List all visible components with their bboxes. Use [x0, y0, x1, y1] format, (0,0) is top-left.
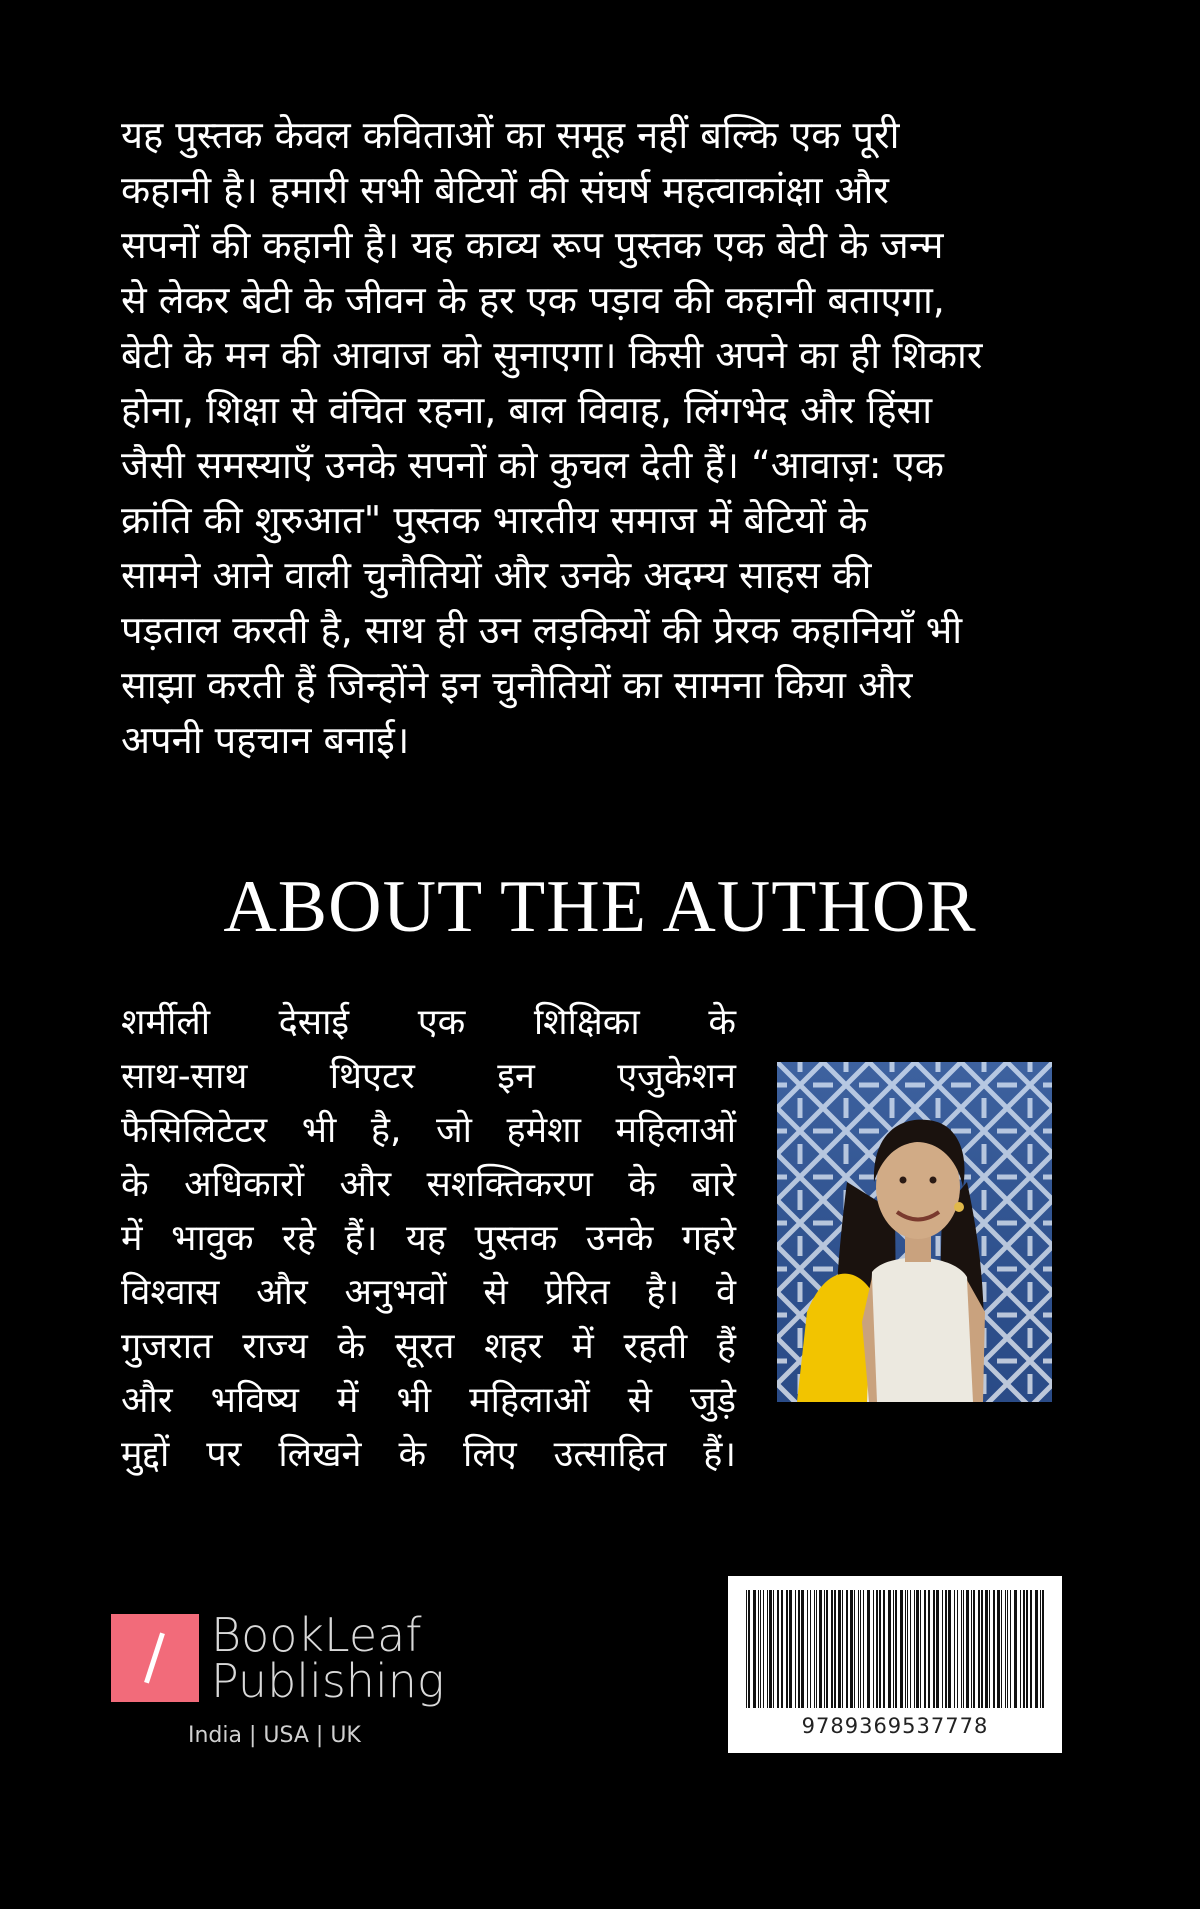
bio-line: फैसिलिटेटर भी है, जो हमेशा महिलाओं — [121, 1110, 736, 1151]
barcode-bar — [942, 1590, 943, 1708]
barcode-bar — [1042, 1590, 1044, 1708]
barcode-bar — [873, 1590, 874, 1708]
barcode-bar — [786, 1590, 788, 1708]
barcode-bar — [910, 1590, 911, 1708]
barcode-bar — [973, 1590, 975, 1708]
barcode-bar — [763, 1590, 764, 1708]
barcode-bar — [985, 1590, 988, 1708]
barcode-bar — [773, 1590, 774, 1708]
barcode-bar — [795, 1590, 796, 1708]
barcode-bar — [863, 1590, 864, 1708]
barcode-bar — [816, 1590, 817, 1708]
author-photo — [777, 1062, 1052, 1402]
barcode-bar — [838, 1590, 841, 1708]
publisher-name-line1: BookLeaf — [211, 1608, 422, 1662]
barcode-bar — [1010, 1590, 1011, 1708]
barcode-bar — [777, 1590, 779, 1708]
barcode-bar — [971, 1590, 972, 1708]
barcode-bar — [767, 1590, 768, 1708]
barcode-bar — [945, 1590, 947, 1708]
barcode-bar — [842, 1590, 843, 1708]
barcode-bar — [993, 1590, 995, 1708]
author-bio — [121, 996, 736, 1482]
barcode-bar — [810, 1590, 811, 1708]
barcode-bar — [826, 1590, 828, 1708]
barcode-bar — [1001, 1590, 1002, 1708]
about-author-heading: ABOUT THE AUTHOR — [223, 866, 977, 948]
barcode-bar — [900, 1590, 903, 1708]
barcode-bar — [914, 1590, 915, 1708]
barcode-bar — [1023, 1590, 1025, 1708]
barcode-bar — [1020, 1590, 1021, 1708]
barcode-bar — [1014, 1590, 1017, 1708]
barcode-bar — [746, 1590, 747, 1708]
bio-line: गुजरात राज्य के सूरत शहर में रहती हैं — [121, 1326, 736, 1367]
barcode-bar — [954, 1590, 955, 1708]
isbn-barcode — [728, 1576, 1062, 1753]
bookleaf-logo-icon — [111, 1614, 199, 1702]
barcode-bar — [760, 1590, 761, 1708]
barcode-bar — [895, 1590, 897, 1708]
barcode-bar — [948, 1590, 951, 1708]
barcode-bar — [769, 1590, 772, 1708]
barcode-bar — [1007, 1590, 1008, 1708]
barcode-bar — [867, 1590, 870, 1708]
barcode-bar — [758, 1590, 759, 1708]
barcode-bar — [936, 1590, 939, 1708]
slash-mark — [144, 1633, 165, 1684]
bio-line: विश्वास और अनुभवों से प्रेरित है। वे — [121, 1272, 736, 1313]
barcode-bar — [834, 1590, 836, 1708]
bio-line: में भावुक रहे हैं। यह पुस्तक उनके गहरे — [121, 1218, 736, 1259]
barcode-bar — [748, 1590, 750, 1708]
author-portrait-illustration — [777, 1062, 1052, 1402]
barcode-bar — [781, 1590, 783, 1708]
barcode-bar — [928, 1590, 930, 1708]
barcode-bar — [831, 1590, 833, 1708]
bio-line: साथ-साथ थिएटर इन एजुकेशन — [121, 1056, 736, 1097]
barcode-bar — [933, 1590, 935, 1708]
barcode-bar — [905, 1590, 906, 1708]
barcode-bar — [989, 1590, 990, 1708]
barcode-bar — [879, 1590, 881, 1708]
bio-line: के अधिकारों और सशक्तिकरण के बारे — [121, 1164, 736, 1205]
barcode-bar — [907, 1590, 908, 1708]
barcode-bar — [978, 1590, 980, 1708]
barcode-bar — [854, 1590, 855, 1708]
barcode-bar — [801, 1590, 804, 1708]
barcode-bar — [860, 1590, 861, 1708]
barcode-bars — [744, 1590, 1046, 1710]
barcode-bar — [888, 1590, 891, 1708]
barcode-bar — [850, 1590, 853, 1708]
barcode-bar — [819, 1590, 822, 1708]
barcode-bar — [997, 1590, 1000, 1708]
isbn-number: 9789369537778 — [801, 1714, 989, 1738]
bio-line: मुद्दों पर लिखने के लिए उत्साहित हैं। — [121, 1434, 736, 1475]
barcode-bar — [981, 1590, 983, 1708]
barcode-bar — [1040, 1590, 1041, 1708]
barcode-bar — [893, 1590, 894, 1708]
barcode-bar — [876, 1590, 878, 1708]
barcode-bar — [924, 1590, 926, 1708]
barcode-bar — [846, 1590, 848, 1708]
barcode-bar — [807, 1590, 808, 1708]
publisher-logo — [111, 1608, 471, 1774]
barcode-bar — [814, 1590, 815, 1708]
barcode-bar — [966, 1590, 969, 1708]
barcode-bar — [789, 1590, 792, 1708]
barcode-bar — [1005, 1590, 1006, 1708]
barcode-bar — [961, 1590, 962, 1708]
barcode-bar — [920, 1590, 921, 1708]
barcode-bar — [798, 1590, 800, 1708]
barcode-bar — [1035, 1590, 1038, 1708]
barcode-bar — [824, 1590, 825, 1708]
bio-line: और भविष्य में भी महिलाओं से जुड़े — [121, 1380, 736, 1421]
barcode-bar — [957, 1590, 958, 1708]
barcode-bar — [753, 1590, 756, 1708]
publisher-regions: India | USA | UK — [188, 1723, 361, 1748]
book-description: यह पुस्तक केवल कविताओं का समूह नहीं बल्कि एक पूरी कहानी है। हमारी सभी बेटियों की संघर्ष महत्वाकांक्षा और सपनों की कहानी है। यह काव्य रूप पुस्तक एक बेटी के जन्म से लेकर बेटी के जीवन के हर एक पड़ाव की कहानी बताएगा, बेटी के मन की आवाज को सुनाएगा। किसी अपने का ही शिकार होना, शिक्षा से वंचित रहना, बाल विवाह, लिंगभेद और हिंसा जैसी समस्याएँ उनके सपनों को कुचल देती हैं। “आवाज़: एक क्रांति की शुरुआत" पुस्तक भारतीय समाज में बेटियों के सामने आने वाली चुनौतियों और उनके अदम्य साहस की पड़ताल करती है, साथ ही उन लड़कियों की प्रेरक कहानियाँ भी साझा करती हैं जिन्होंने इन चुनौतियों का सामना किया और अपनी पहचान बनाई। — [121, 113, 983, 762]
barcode-bar — [1030, 1590, 1032, 1708]
bio-line: शर्मीली देसाई एक शिक्षिका के — [121, 1002, 736, 1043]
barcode-bar — [916, 1590, 919, 1708]
barcode-bar — [883, 1590, 885, 1708]
barcode-bar — [1026, 1590, 1028, 1708]
publisher-name-line2: Publishing — [211, 1654, 445, 1708]
barcode-bar — [963, 1590, 964, 1708]
barcode-bar — [858, 1590, 859, 1708]
